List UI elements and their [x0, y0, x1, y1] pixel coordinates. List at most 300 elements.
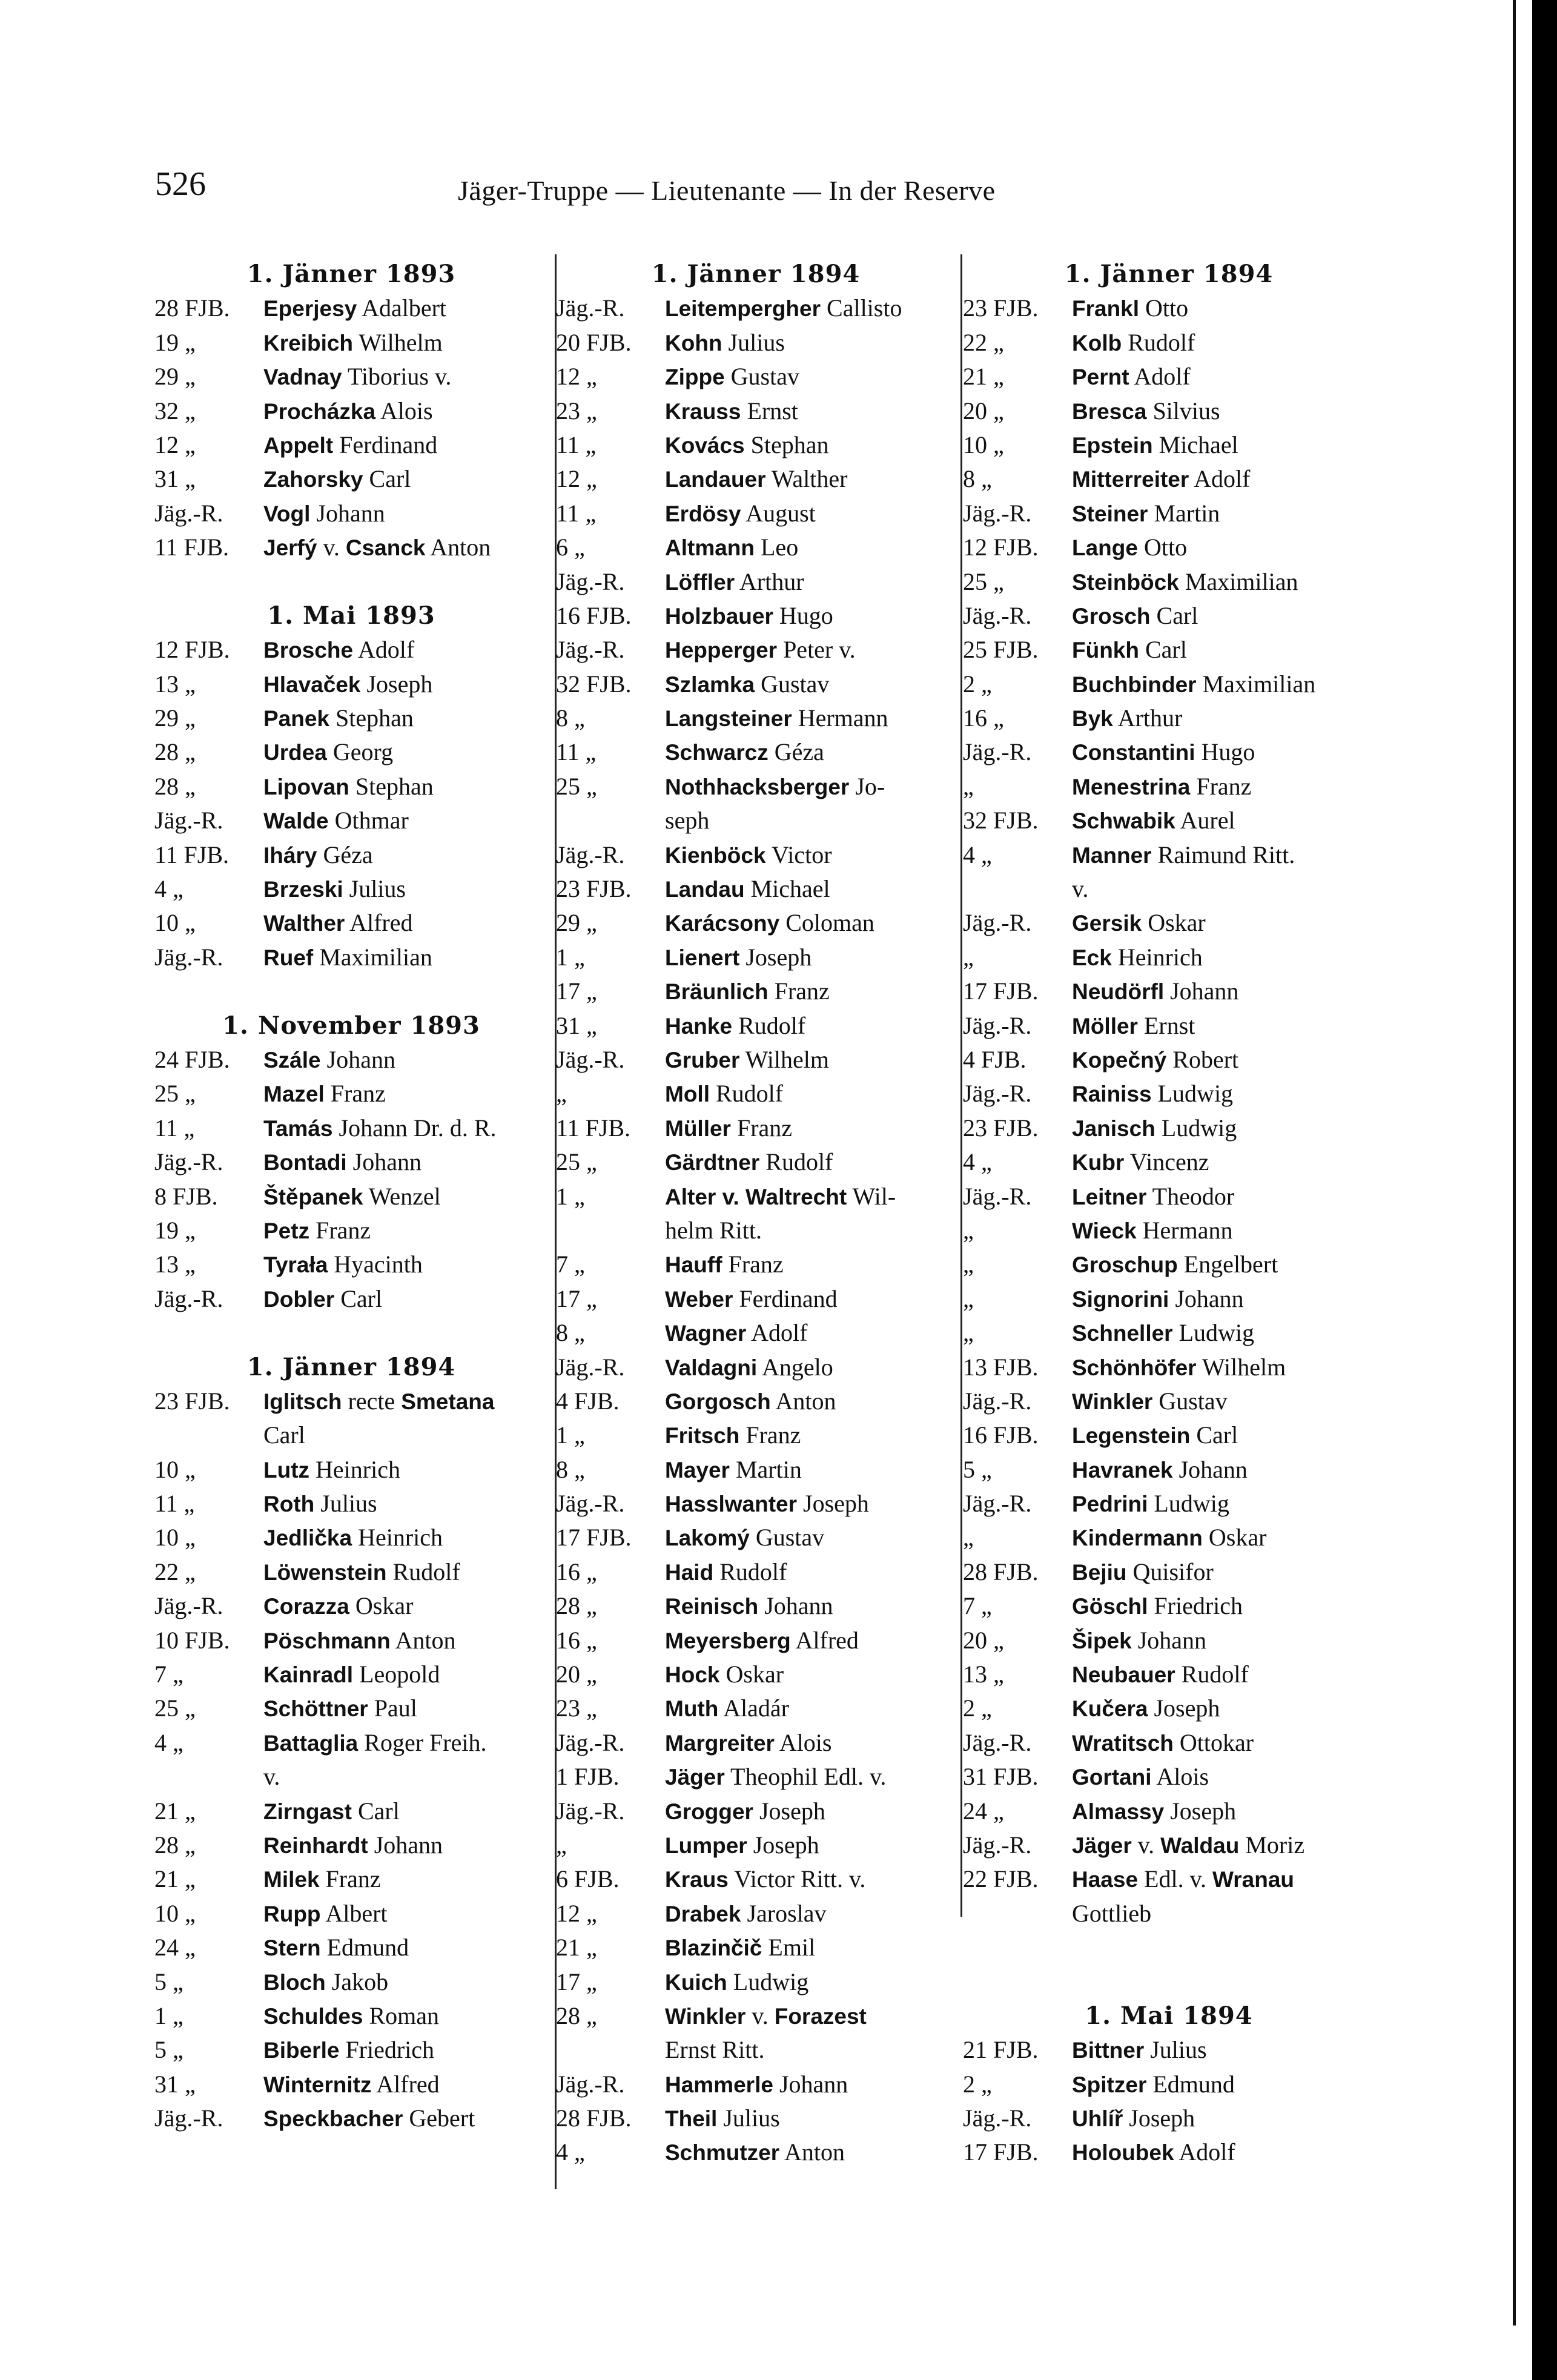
unit-number: 25 „: [556, 772, 597, 800]
given-name: Oskar: [1202, 1524, 1267, 1552]
unit-number: 1 „: [556, 1421, 585, 1449]
unit-number: Jäg.-R.: [556, 1797, 625, 1825]
given-name: Franz: [309, 1216, 371, 1244]
unit-number: 21 FJB.: [963, 2036, 1039, 2064]
surname: Schmutzer: [665, 2140, 780, 2166]
surname: Winternitz: [263, 2072, 372, 2097]
given-name: Theophil Edl. v.: [724, 1763, 887, 1791]
unit-number: 4 FJB.: [963, 1045, 1026, 1073]
unit-number: 31 „: [154, 2070, 196, 2098]
unit-number: 28 „: [556, 2002, 597, 2029]
roster-entry: [154, 804, 548, 838]
unit-number: 5 „: [154, 1968, 183, 1995]
unit-number: „: [963, 1251, 974, 1278]
surname: Theil: [665, 2106, 718, 2132]
surname: Hepperger: [665, 638, 778, 663]
surname: Almassy: [1072, 1799, 1165, 1824]
roster-entry: [556, 360, 956, 394]
officer-name: [1072, 1180, 1375, 1214]
roster-entry: [154, 1862, 548, 1896]
roster-entry: [963, 735, 1375, 769]
roster-entry: [963, 1282, 1375, 1316]
given-name: Alfred: [345, 909, 413, 937]
officer-name: [1072, 394, 1375, 428]
officer-name: [1072, 735, 1375, 769]
officer-name: [1072, 1691, 1375, 1725]
roster-entry: [556, 1862, 956, 1896]
given-name: Emil: [762, 1934, 816, 1962]
unit-number: 13 „: [154, 1251, 196, 1278]
unit-number: Jäg.-R.: [556, 1045, 625, 1073]
roster-entry: [154, 1555, 548, 1589]
unit-number: 20 „: [963, 397, 1004, 425]
section-heading: 1. Jänner 1893: [246, 260, 456, 288]
given-name: Peter v.: [777, 636, 856, 664]
surname: Löffler: [665, 569, 735, 595]
given-name: Alois: [1151, 1763, 1209, 1791]
officer-name: [1072, 1794, 1375, 1828]
roster-entry: [154, 360, 548, 394]
officer-name: [263, 1180, 548, 1214]
unit-number: Jäg.-R.: [556, 636, 625, 664]
given-name: Moriz: [1239, 1831, 1305, 1859]
officer-name: [263, 1999, 548, 2033]
officer-name: [1072, 770, 1375, 804]
officer-name: [665, 1384, 956, 1418]
roster-entry: [556, 872, 956, 906]
officer-name: [665, 531, 956, 564]
officer-name: [263, 804, 548, 838]
roster-entry: [556, 1999, 956, 2033]
given-name: Arthur: [735, 567, 804, 595]
surname: Erdösy: [665, 501, 741, 526]
officer-name: [263, 1111, 548, 1145]
roster-entry: [154, 667, 548, 701]
given-name: Wenzel: [363, 1182, 441, 1210]
surname: Landauer: [665, 467, 766, 492]
unit-number: 28 FJB.: [154, 294, 230, 322]
given-name: Franz: [722, 1251, 784, 1278]
given-name: Franz: [768, 977, 830, 1005]
officer-name: [263, 1965, 548, 1999]
unit-number: 20 „: [556, 1661, 597, 1688]
unit-number: Jäg.-R.: [556, 1353, 625, 1381]
unit-number: 8 „: [556, 1319, 585, 1347]
surname: Janisch: [1072, 1116, 1155, 1141]
roster-entry: [963, 291, 1375, 325]
surname: Winkler: [665, 2003, 746, 2029]
given-name: v.: [317, 534, 346, 561]
officer-name: [263, 940, 548, 974]
roster-entry: [556, 1077, 956, 1111]
given-name: Otto: [1137, 534, 1188, 561]
given-name: Michael: [1152, 431, 1238, 458]
roster-entry: [154, 1043, 548, 1077]
given-name: Hermann: [1136, 1216, 1233, 1244]
unit-number: 17 „: [556, 1284, 597, 1312]
given-name: Rudolf: [713, 1558, 787, 1585]
officer-name: [665, 906, 956, 940]
roster-entry: [556, 633, 956, 667]
officer-name: [1072, 531, 1375, 564]
given-name: Maximilian: [1178, 567, 1298, 595]
unit-number: 21 „: [556, 1934, 597, 1962]
officer-name: [263, 1282, 548, 1316]
officer-name: [665, 1658, 956, 1691]
given-name: Julius: [1144, 2036, 1207, 2064]
officer-name: [665, 2068, 956, 2101]
unit-number: 16 „: [963, 704, 1004, 732]
surname: Lumper: [665, 1833, 747, 1858]
surname: Gorgosch: [665, 1389, 771, 1414]
roster-entry: [963, 770, 1375, 804]
unit-number: „: [963, 1524, 974, 1552]
surname: Jerfý: [263, 535, 317, 561]
unit-number: 24 FJB.: [154, 1045, 230, 1073]
unit-number: Jäg.-R.: [963, 1182, 1032, 1210]
roster-entry: [556, 1794, 956, 1828]
given-name: Adolf: [353, 636, 415, 664]
given-name: Wilhelm: [739, 1045, 829, 1073]
roster-entry: [963, 565, 1375, 599]
roster-entry: [556, 838, 956, 872]
roster-entry: [154, 2068, 548, 2101]
officer-name: [665, 1453, 956, 1487]
given-name: Leo: [755, 534, 799, 561]
given-name: Alfred: [790, 1626, 859, 1654]
surname: Lutz: [263, 1457, 310, 1483]
given-name: Engelbert: [1177, 1251, 1278, 1278]
given-name: Aurel: [1175, 807, 1235, 835]
surname: Weber: [665, 1286, 733, 1312]
given-name: Johann: [368, 1831, 443, 1859]
roster-entry: [963, 360, 1375, 394]
roster-entry: [154, 462, 548, 496]
given-name: Albert: [320, 1899, 388, 1927]
surname: Eck: [1072, 945, 1112, 970]
unit-number: 25 „: [154, 1080, 196, 1108]
officer-name: [263, 1077, 548, 1111]
officer-name: [665, 1180, 956, 1214]
given-name: Anton: [779, 2138, 845, 2166]
surname: Moll: [665, 1082, 710, 1107]
surname: Buchbinder: [1072, 672, 1197, 697]
column-1: [154, 257, 548, 2135]
given-name: Ludwig: [1172, 1319, 1255, 1347]
roster-entry: [556, 906, 956, 940]
unit-number: 20 FJB.: [556, 328, 632, 356]
given-name: Franz: [1190, 772, 1252, 800]
roster-entry: [963, 1453, 1375, 1487]
unit-number: 21 „: [154, 1865, 196, 1893]
given-name: Johann: [758, 1592, 833, 1620]
roster-entry: [154, 1384, 548, 1418]
given-name: Rudolf: [1175, 1661, 1249, 1688]
unit-number: Jäg.-R.: [556, 1728, 625, 1756]
unit-number: 4 „: [154, 875, 183, 903]
roster-entry: [556, 497, 956, 531]
officer-name: [665, 565, 956, 599]
officer-name: [1072, 1726, 1375, 1760]
unit-number: 32 FJB.: [963, 807, 1039, 835]
officer-name: [263, 531, 548, 564]
given-name: Adolf: [1129, 363, 1191, 391]
surname: Kuich: [665, 1969, 727, 1995]
roster-entry: [963, 701, 1375, 735]
given-name: Martin: [1148, 499, 1220, 527]
roster-entry: [556, 428, 956, 462]
officer-name: [263, 394, 548, 428]
given-name: Edl. v.: [1138, 1865, 1212, 1893]
officer-name: [1072, 1624, 1375, 1658]
unit-number: 8 FJB.: [154, 1182, 218, 1210]
surname: Kraus: [665, 1867, 729, 1892]
unit-number: 1 „: [154, 2002, 183, 2029]
unit-number: „: [556, 1080, 567, 1108]
surname: Margreiter: [665, 1730, 775, 1756]
given-name: Othmar: [328, 807, 409, 835]
officer-name: [1072, 497, 1375, 531]
roster-entry: [556, 1828, 956, 1862]
officer-name: [263, 667, 548, 701]
unit-number: Jäg.-R.: [963, 1387, 1032, 1415]
given-name: Gustav: [749, 1524, 825, 1552]
officer-name: [665, 599, 956, 633]
surname: Hanke: [665, 1013, 733, 1039]
given-name: Theodor: [1146, 1182, 1235, 1210]
unit-number: 17 FJB.: [556, 1524, 632, 1552]
unit-number: 2 „: [963, 670, 992, 698]
roster-entry: [154, 906, 548, 940]
roster-entry: [154, 1726, 548, 1760]
surname: Schwabik: [1072, 808, 1175, 834]
unit-number: 1 „: [556, 1182, 585, 1210]
given-name: Joseph: [1123, 2104, 1195, 2132]
officer-name: [1072, 1077, 1375, 1111]
spacer: [154, 1316, 548, 1350]
roster-entry: [556, 1009, 956, 1043]
roster-entry: [963, 1555, 1375, 1589]
unit-number: „: [963, 1284, 974, 1312]
unit-number: Jäg.-R.: [963, 738, 1032, 766]
unit-number: 6 „: [556, 534, 585, 561]
unit-number: 28 „: [154, 772, 196, 800]
column-divider: [960, 254, 962, 1917]
unit-number: 29 „: [154, 704, 196, 732]
unit-number: Jäg.-R.: [154, 807, 223, 835]
surname: Kreibich: [263, 330, 354, 355]
roster-entry: [963, 1350, 1375, 1384]
officer-name: [665, 497, 956, 531]
given-name: Edmund: [320, 1934, 409, 1962]
given-name: Adalbert: [357, 294, 447, 322]
surname: Fritsch: [665, 1423, 740, 1449]
officer-name: [665, 1316, 956, 1350]
given-name: Ludwig: [727, 1968, 809, 1995]
officer-name: [665, 1248, 956, 1281]
given-name: Ferdinand: [733, 1284, 838, 1312]
surname: Hlavaček: [263, 672, 361, 697]
roster-entry: [963, 531, 1375, 564]
unit-number: „: [556, 1831, 567, 1859]
spacer: [963, 1931, 1375, 1965]
surname: Epstein: [1072, 432, 1153, 458]
given-name: Johann: [773, 2070, 848, 2098]
officer-name: [665, 1931, 956, 1965]
roster-entry: [963, 599, 1375, 633]
unit-number: 25 „: [154, 1694, 196, 1722]
roster-entry: [556, 2135, 956, 2169]
roster-entry: [556, 770, 956, 804]
roster-entry: [154, 1282, 548, 1316]
roster-entry: [556, 974, 956, 1008]
given-name: Hugo: [773, 601, 833, 629]
officer-name: [1072, 1589, 1375, 1623]
roster-entry: [963, 1384, 1375, 1418]
roster-entry: [154, 1248, 548, 1281]
given-name: Ernst: [741, 397, 798, 425]
given-name: Adolf: [746, 1319, 808, 1347]
surname: Gortani: [1072, 1765, 1152, 1790]
roster-entry: [963, 1862, 1375, 1896]
officer-name: [263, 1043, 548, 1077]
officer-name: [665, 1691, 956, 1725]
unit-number: 10 „: [154, 909, 196, 937]
surname: Schwarcz: [665, 740, 769, 765]
surname: Blazinčič: [665, 1935, 762, 1961]
unit-number: 31 „: [154, 465, 196, 493]
unit-number: 7 „: [154, 1661, 183, 1688]
roster-entry: [963, 1760, 1375, 1794]
unit-number: 4 „: [963, 841, 992, 868]
officer-name: [665, 940, 956, 974]
given-name: Adolf: [1174, 2138, 1235, 2166]
officer-name: [665, 462, 956, 496]
section-heading: 1. Jänner 1894: [651, 260, 861, 288]
unit-number: 2 „: [963, 1694, 992, 1722]
page-number: 526: [155, 165, 206, 203]
roster-entry: [556, 2101, 956, 2135]
unit-number: 8 „: [556, 704, 585, 732]
surname: Kučera: [1072, 1696, 1148, 1722]
unit-number: Jäg.-R.: [963, 499, 1032, 527]
roster-entry: [556, 599, 956, 633]
unit-number: „: [963, 943, 974, 971]
given-name: Georg: [326, 738, 394, 766]
given-name: Carl: [1139, 636, 1187, 664]
officer-name: [665, 1828, 956, 1862]
roster-entry: [963, 1691, 1375, 1725]
surname: Muth: [665, 1696, 719, 1722]
officer-name: [665, 633, 956, 667]
surname: Schuldes: [263, 2003, 363, 2029]
roster-entry: [963, 2101, 1375, 2135]
surname: Wieck: [1072, 1218, 1137, 1243]
roster-entry: [154, 497, 548, 531]
roster-entry: [963, 1658, 1375, 1691]
officer-name: [665, 1862, 956, 1896]
officer-name: [665, 1999, 956, 2033]
roster-entry: [556, 1521, 956, 1555]
officer-name: [665, 1555, 956, 1589]
given-name: Heinrich: [352, 1524, 443, 1552]
surname: Iglitsch: [263, 1389, 342, 1414]
surname: Procházka: [263, 398, 376, 424]
officer-name: [665, 1009, 956, 1043]
surname: Pernt: [1072, 365, 1129, 390]
officer-name: [665, 770, 956, 804]
unit-number: Jäg.-R.: [154, 943, 223, 971]
roster-entry: [556, 1658, 956, 1691]
roster-entry: [154, 1828, 548, 1862]
officer-name: [1072, 2068, 1375, 2101]
surname: Wranau: [1212, 1867, 1294, 1892]
given-name: Gustav: [724, 363, 799, 391]
roster-entry: [556, 1145, 956, 1179]
surname: Lange: [1072, 535, 1138, 561]
unit-number: 1 FJB.: [556, 1763, 620, 1791]
running-head: Jäger-Truppe — Lieutenante — In der Reserve: [458, 175, 996, 206]
officer-name: [1072, 1862, 1375, 1896]
officer-name: [665, 428, 956, 462]
given-name: Ludwig: [1155, 1114, 1237, 1142]
officer-name: [263, 1828, 548, 1862]
surname: Jäger: [665, 1765, 725, 1790]
unit-number: 23 FJB.: [556, 875, 632, 903]
surname: Brosche: [263, 638, 354, 663]
surname: Pedrini: [1072, 1492, 1148, 1517]
officer-name: [665, 394, 956, 428]
surname: Kovács: [665, 432, 745, 458]
given-name: Franz: [730, 1114, 793, 1142]
unit-number: 19 „: [154, 1216, 196, 1244]
surname: Šipek: [1072, 1628, 1132, 1653]
given-name: Johann: [346, 1148, 422, 1176]
unit-number: 13 „: [963, 1661, 1004, 1688]
roster-entry: [963, 633, 1375, 667]
unit-number: 12 FJB.: [154, 636, 230, 664]
surname: Gersik: [1072, 911, 1142, 936]
entry-continuation: Ernst Ritt.: [665, 2036, 765, 2064]
officer-name: [665, 2101, 956, 2135]
surname: Groschup: [1072, 1252, 1178, 1278]
roster-entry: [556, 394, 956, 428]
officer-name: [263, 2033, 548, 2067]
officer-name: [263, 428, 548, 462]
surname: Gruber: [665, 1047, 740, 1073]
surname: Schöttner: [263, 1696, 368, 1722]
entry-continuation: seph: [665, 807, 710, 835]
given-name: Joseph: [1164, 1797, 1237, 1825]
unit-number: 12 „: [556, 363, 597, 391]
given-name: Stephan: [329, 704, 414, 732]
surname: Pöschmann: [263, 1628, 391, 1653]
officer-name: [1072, 1316, 1375, 1350]
unit-number: 22 „: [963, 328, 1004, 356]
section-heading: 1. Jänner 1894: [246, 1352, 456, 1381]
surname: Byk: [1072, 706, 1113, 732]
surname: Gärdtner: [665, 1150, 760, 1175]
unit-number: 17 FJB.: [963, 977, 1039, 1005]
unit-number: 25 FJB.: [963, 636, 1039, 664]
officer-name: [665, 1897, 956, 1931]
given-name: Martin: [729, 1455, 802, 1483]
given-name: Anton: [770, 1387, 836, 1415]
given-name: Paul: [368, 1694, 417, 1722]
unit-number: 17 „: [556, 1968, 597, 1995]
officer-name: [665, 735, 956, 769]
unit-number: 4 „: [556, 2138, 585, 2166]
